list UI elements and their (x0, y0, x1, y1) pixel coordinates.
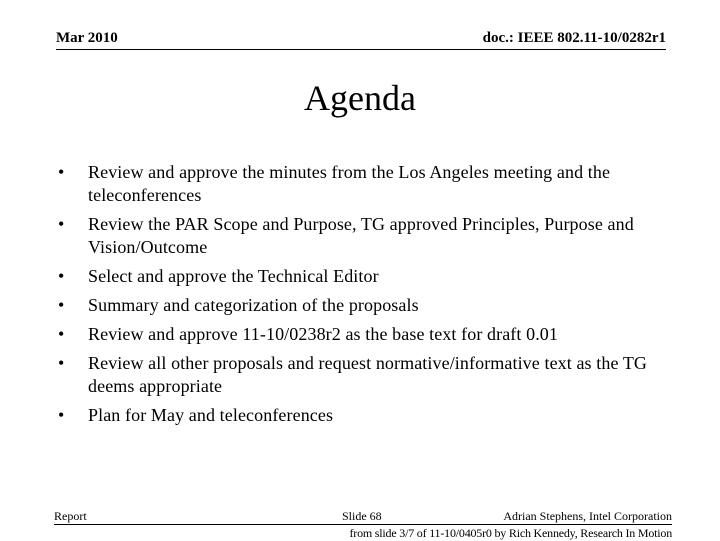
header-divider (56, 49, 666, 50)
agenda-item-proposals-summary (58, 294, 678, 317)
agenda-item-text: Review the PAR Scope and Purpose, TG approved Principles, Purpose and Vision/Outcome (88, 214, 634, 257)
header-date: Mar 2010 (56, 30, 118, 46)
bullet-icon: • (58, 353, 65, 373)
agenda-item-text: Summary and categorization of the proposals (88, 295, 419, 315)
bullet-icon: • (58, 162, 65, 182)
agenda-item-other-proposals (58, 352, 678, 398)
agenda-item-par-scope (58, 213, 678, 259)
agenda-item-text: Review and approve 11-10/0238r2 as the base text for draft 0.01 (88, 324, 558, 344)
bullet-icon: • (58, 405, 65, 425)
bullet-icon: • (58, 295, 65, 315)
bullet-icon: • (58, 324, 65, 344)
footer-divider (54, 524, 672, 525)
agenda-list (58, 161, 678, 433)
header-doc-id: doc.: IEEE 802.11-10/0282r1 (482, 30, 666, 46)
agenda-item-may-plan (58, 404, 678, 427)
agenda-item-minutes (58, 161, 678, 207)
agenda-item-text: Select and approve the Technical Editor (88, 266, 379, 286)
footer-slide-number: Slide 68 (342, 509, 382, 523)
footer-source-credit: from slide 3/7 of 11-10/0405r0 by Rich Kennedy, Research In Motion (349, 526, 672, 540)
bullet-icon: • (58, 266, 65, 286)
slide-title: Agenda (304, 78, 416, 118)
footer-author: Adrian Stephens, Intel Corporation (503, 509, 672, 523)
agenda-item-technical-editor (58, 265, 678, 288)
agenda-item-base-text (58, 323, 678, 346)
agenda-item-text: Review all other proposals and request normative/informative text as the TG deems appropriate (88, 353, 648, 396)
agenda-item-text: Plan for May and teleconferences (88, 405, 334, 425)
bullet-icon: • (58, 214, 65, 234)
agenda-item-text: Review and approve the minutes from the Los Angeles meeting and the teleconferences (88, 162, 611, 205)
footer-report-label: Report (54, 509, 87, 523)
